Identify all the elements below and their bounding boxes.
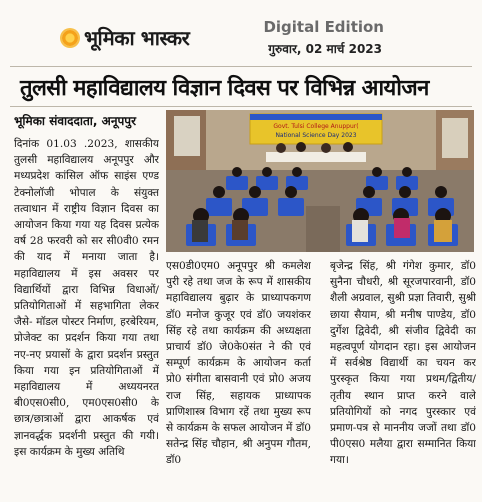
column-3-text: बृजेन्द्र सिंह, श्री गंगेश कुमार, डॉ0 सुनैना चौधरी, श्री सूरजपारवानी, डॉ0 शैली अग्रवाल, सुश्री प्रज्ञा तिवारी, सुश्री छाया सैयाम, श्री मनीष पाण्डेय, डॉ0 दुर्गेश द्विवेदी, श्री संजीव द्विवेदी का महत्वपूर्ण योगदान रहा। इस आयोजन में सर्वश्रेष्ठ विद्यार्थी का चयन कर पुरस्कृत किया गया प्रथम/द्वितीय/ तृतीय स्थान प्राप्त करने वाले प्रतियोगियों को नगद पुरस्कार एवं प्रमाण-पत्र से माननीय जजों तथा डॉ0 पी0एस0 मलैया द्वारा सम्मानित किया गया। [330, 260, 476, 467]
article-column-1 [14, 136, 159, 496]
paper-name: भूमिका भास्कर [84, 26, 190, 50]
article-column-2 [166, 258, 311, 496]
banner-line-2: National Science Day 2023 [275, 132, 357, 139]
edition-date: गुरुवार, 02 मार्च 2023 [268, 42, 382, 56]
banner-line-1: Govt. Tulsi College Anuppur( [273, 123, 359, 130]
article-headline: तुलसी महाविद्यालय विज्ञान दिवस पर विभिन्न आयोजन [20, 76, 429, 101]
column-1-text: दिनांक 01.03 .2023, शासकीय तुलसी महाविद्यालय अनूपपुर और मध्यप्रदेश कांसिल ऑफ साइंस एण्ड टेक्नोलॉजी भोपाल के संयुक्त तत्वाधान में राष्ट्रीय विज्ञान दिवस का आयोजन किया गया यह दिवस प्रत्येक वर्ष 28 फरवरी को सर सी0वी0 रमन की याद में मनाया जाता है। महाविद्यालय में इस अवसर पर विद्यार्थियों द्वारा विभिन्न विधाओं/ प्रतियोगिताओं में सहभागिता लेकर जैसे- मॉडल पोस्टर निर्माण, हरबेरियम, प्रोजेक्ट का प्रदर्शन किया गया तथा नए-नए प्रयासों के द्वारा प्रदर्शन प्रस्तुत किया गया इन प्रतियोगिताओं में महाविद्यालय में अध्ययनरत बी0एस0सी0, एम0एस0सी0 के छात्र/छात्राओं द्वारा आकर्षक एवं ज्ञानवर्द्धक प्रदर्शनी प्रस्तुत की गयी। इस कार्यक्रम के मुख्य अतिथि [14, 138, 159, 458]
masthead [0, 0, 482, 62]
sun-logo-icon [62, 30, 78, 46]
column-2-text: एस0डी0एम0 अनूपपुर श्री कमलेश पुरी रहे तथा जज के रूप में शासकीय महाविद्यालय बुढ़ार के प्राध्यापकगण डॉ0 मनोज कुजूर एवं डॉ0 जयशंकर सिंह रहे तथा कार्यक्रम की अध्यक्षता प्राचार्य डॉ0 जे0के0संत ने की एवं सम्पूर्ण कार्यक्रम के आयोजन कर्ता प्रो0 संगीता बासवानी एवं प्रो0 अजय राज सिंह, सहायक प्राध्यापक प्राणिशास्त्र विभाग रहें तथा मुख्य रूप से कार्यक्रम के सफल आयोजन में डॉ0 सतेन्द्र सिंह चौहान, श्री अनुपम गौतम, डॉ0 [166, 260, 311, 467]
event-photo-illustration [166, 110, 474, 252]
article-byline: भूमिका संवाददाता, अनूपपुर [14, 114, 137, 128]
edition-label: Digital Edition [263, 18, 384, 36]
event-photo [166, 110, 474, 252]
headline-divider [10, 106, 472, 107]
article-column-3 [330, 258, 476, 496]
top-divider [10, 66, 472, 67]
